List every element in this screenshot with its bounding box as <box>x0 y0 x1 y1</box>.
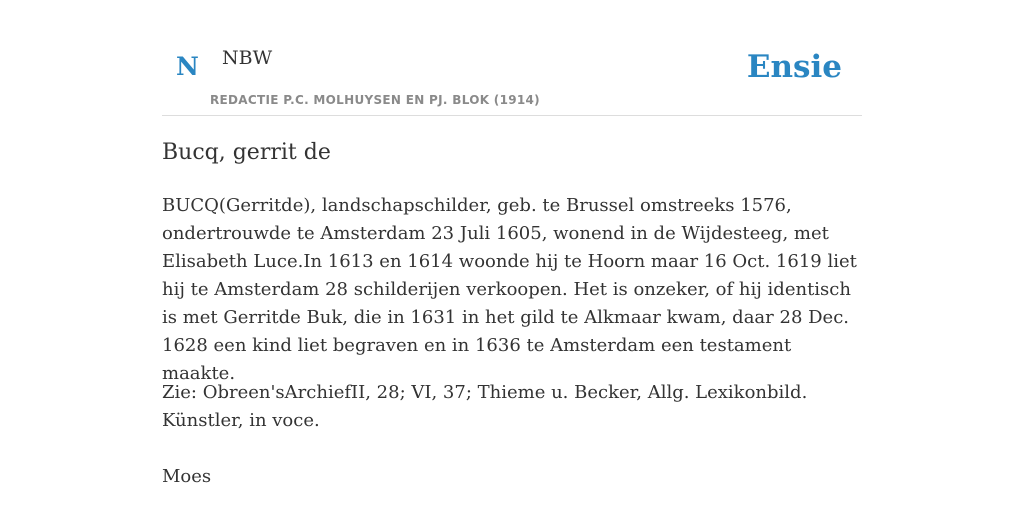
entry-author: Moes <box>162 466 212 487</box>
source-subtitle: REDACTIE P.C. MOLHUYSEN EN PJ. BLOK (1914) <box>210 93 540 107</box>
header-divider <box>162 115 862 116</box>
entry-references: Zie: Obreen'sArchiefII, 28; VI, 37; Thieme u. Becker, Allg. Lexikonbild. Künstler, in voce. <box>162 382 808 431</box>
entry-paragraph: BUCQ(Gerritde), landschapschilder, geb. te Brussel omstreeks 1576, ondertrouwde te Amsterdam 23 Juli 1605, wonend in de Wijdesteeg, met Elisabeth Luce.In 1613 en 1614 woonde hij te Hoorn maar 16 Oct. 1619 liet hij te Amsterdam 28 schilderijen verkoopen. Het is onzeker, of hij identisch is met Gerritde Buk, die in 1631 in het gild te Alkmaar kwam, daar 28 Dec. 1628 een kind liet begraven en in 1636 te Amsterdam een testament maakte. <box>162 195 857 384</box>
ensie-logo-link[interactable]: Ensie <box>746 49 842 85</box>
source-title[interactable]: NBW <box>222 47 273 69</box>
source-logo[interactable]: N <box>176 52 199 81</box>
entry-title: Bucq, gerrit de <box>162 140 331 165</box>
page <box>162 0 862 512</box>
